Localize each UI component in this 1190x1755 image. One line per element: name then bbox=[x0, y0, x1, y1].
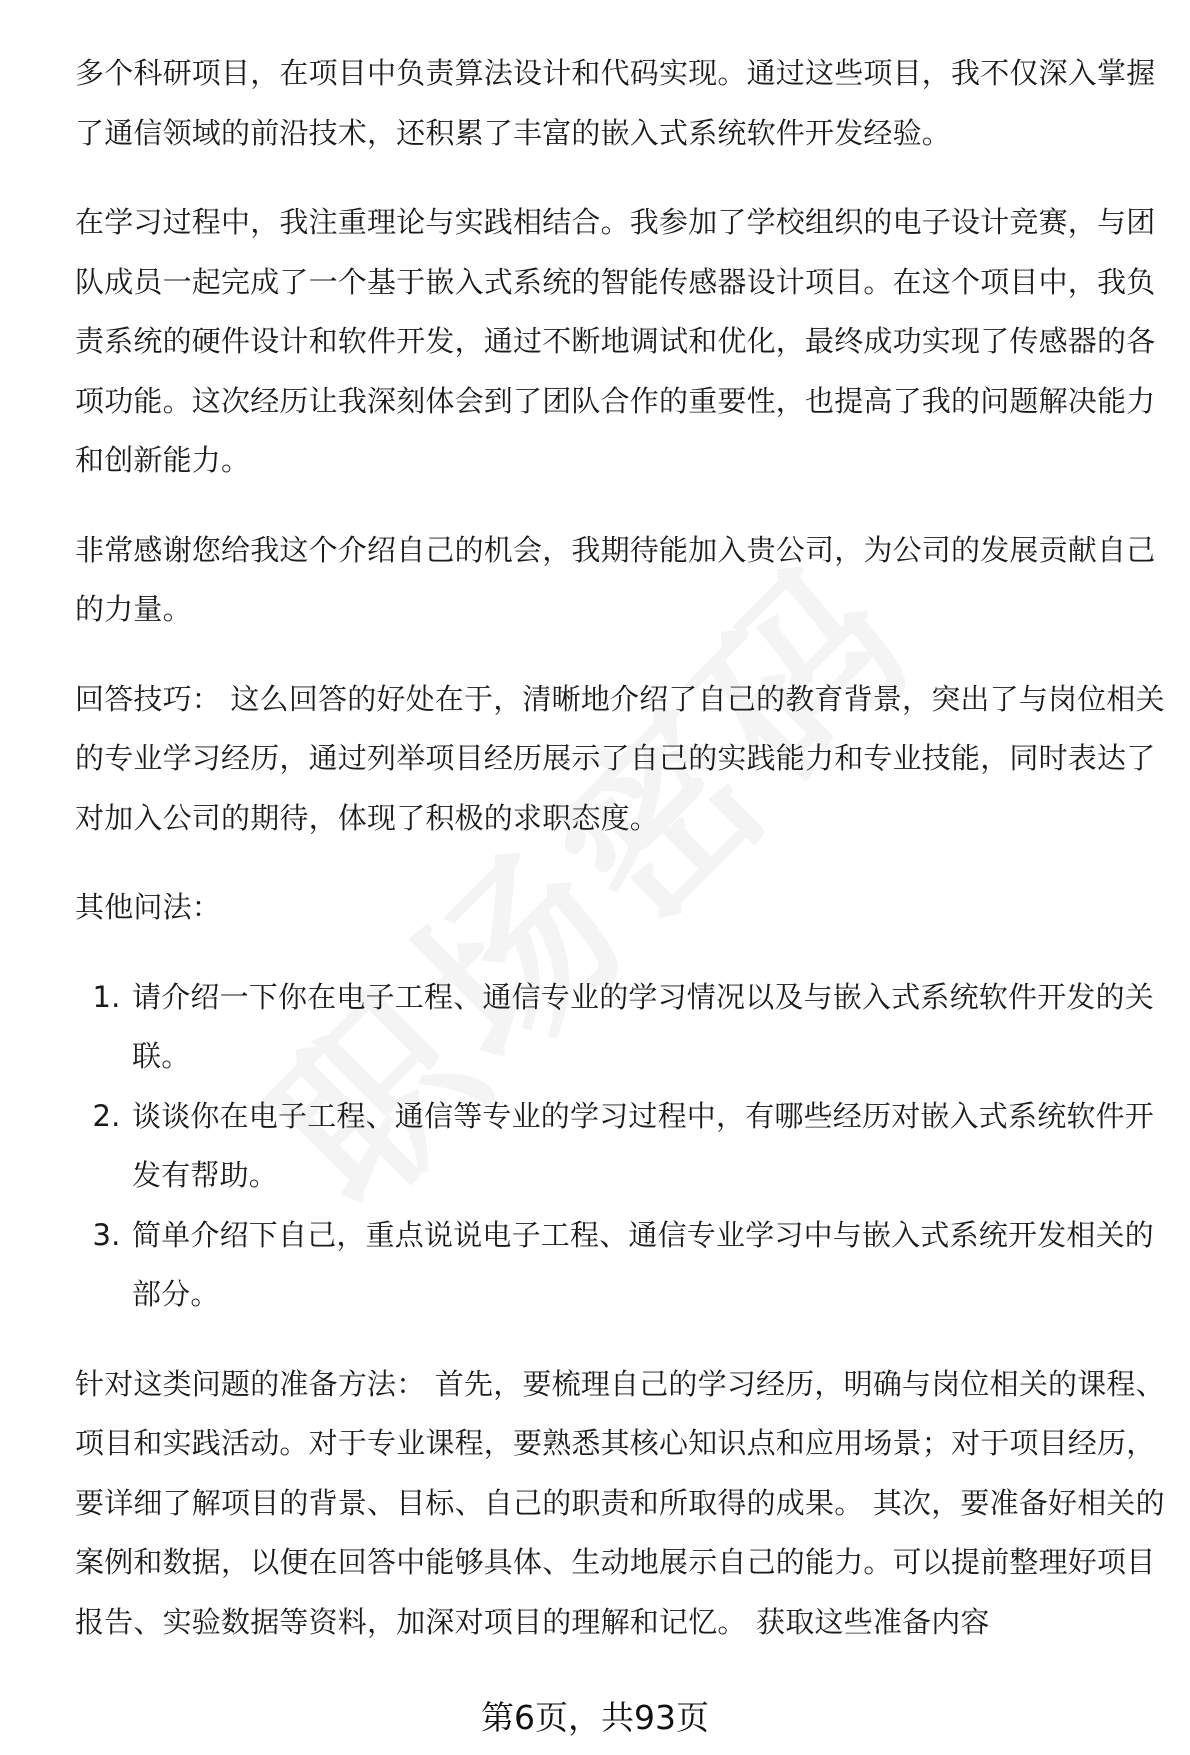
paragraph-preparation-method: 针对这类问题的准备方法： 首先，要梳理自己的学习经历，明确与岗位相关的课程、项目和实践活动。对于专业课程，要熟悉其核心知识点和应用场景；对于项目经历，要详细了解项目的背景、目标、自己的职责和所取得的成果。 其次，要准备好相关的案例和数据，以便在回答中能够具体、生动地展示自己的能力。可以提前整理好项目报告、实验数据等资料，加深对项目的理解和记忆。 获取这些准备内容 bbox=[75, 1366, 1165, 1639]
list-item: 2. 谈谈你在电子工程、通信等专业的学习过程中，有哪些经历对嵌入式系统软件开发有帮助。 bbox=[130, 1087, 1175, 1206]
paragraph-study-process: 在学习过程中，我注重理论与实践相结合。我参加了学校组织的电子设计竞赛，与团队成员一起完成了一个基于嵌入式系统的智能传感器设计项目。在这个项目中，我负责系统的硬件设计和软件开发，通过不断地调试和优化，最终成功实现了传感器的各项功能。这次经历让我深刻体会到了团队合作的重要性，也提高了我的问题解决能力和创新能力。 bbox=[75, 205, 1156, 477]
other-questions-list bbox=[75, 968, 1175, 1325]
list-item: 1. 请介绍一下你在电子工程、通信专业的学习情况以及与嵌入式系统软件开发的关联。 bbox=[130, 968, 1175, 1087]
paragraph-other-questions-heading: 其他问法： bbox=[75, 890, 222, 924]
document-page bbox=[75, 44, 1175, 1652]
paragraph-thanks: 非常感谢您给我这个介绍自己的机会，我期待能加入贵公司，为公司的发展贡献自己的力量。 bbox=[75, 532, 1156, 626]
paragraph-answer-tips: 回答技巧： 这么回答的好处在于，清晰地介绍了自己的教育背景，突出了与岗位相关的专业学习经历，通过列举项目经历展示了自己的实践能力和专业技能，同时表达了对加入公司的期待，体现了积极的求职态度。 bbox=[75, 681, 1165, 835]
page-number-footer: 第6页，共93页 bbox=[481, 1698, 709, 1737]
list-item: 3. 简单介绍下自己，重点说说电子工程、通信专业学习中与嵌入式系统开发相关的部分。 bbox=[130, 1206, 1175, 1325]
paragraph-projects: 多个科研项目，在项目中负责算法设计和代码实现。通过这些项目，我不仅深入掌握了通信领域的前沿技术，还积累了丰富的嵌入式系统软件开发经验。 bbox=[75, 56, 1156, 150]
